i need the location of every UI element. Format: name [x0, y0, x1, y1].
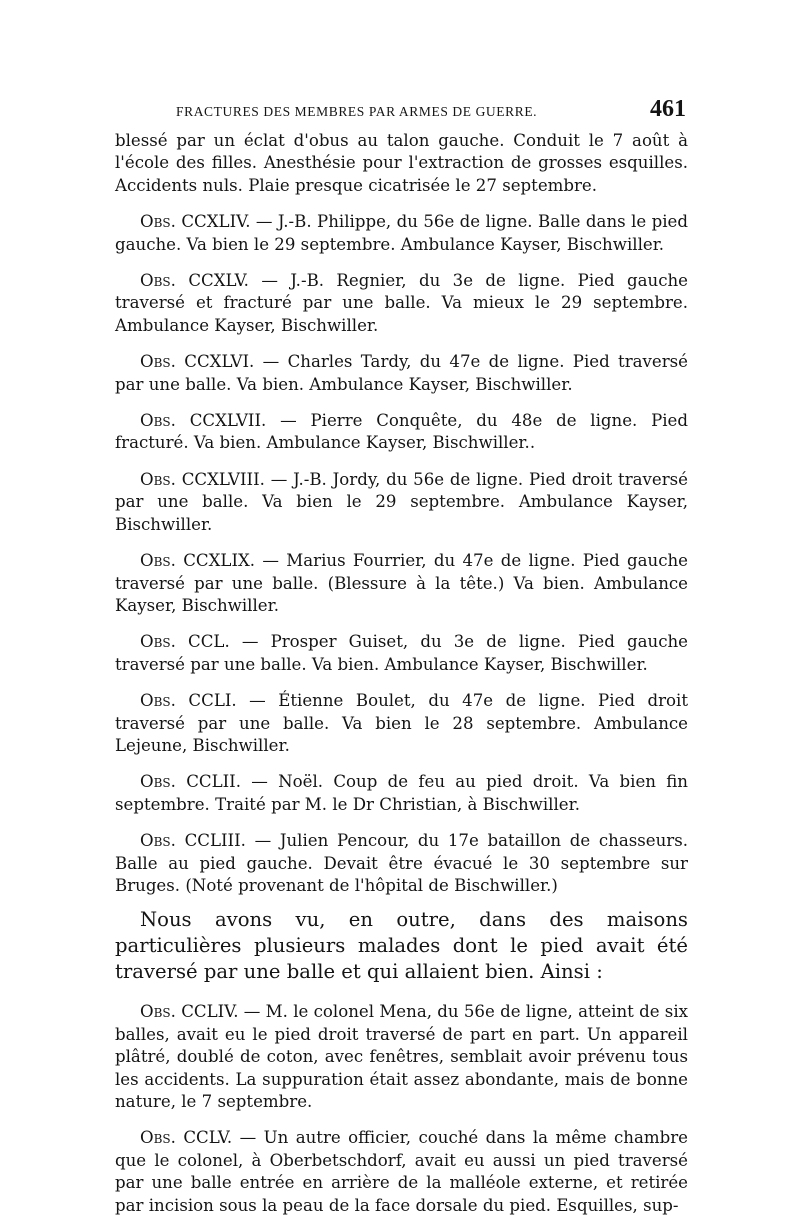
- observation-label: Obs. CCXLVII.: [140, 411, 267, 431]
- observation-text: — Un autre officier, couché dans la même chambre que le colonel, à Oberbetschdorf, avait eu aussi un pied traversé par une balle entrée en arrière de la malléole externe, et retirée par incision sous la peau de la face dorsale du pied. Esquilles, sup-: [115, 1128, 688, 1215]
- observation-label: Obs. CCL.: [140, 632, 230, 652]
- observation-paragraph: [115, 830, 688, 897]
- paragraph-text: blessé par un éclat d'obus au talon gauche. Conduit le 7 août à l'école des filles. Anesthésie pour l'extraction de grosses esquilles. Accidents nuls. Plaie presque cicatrisée le 27 septembre.: [115, 131, 688, 195]
- observation-label: Obs. CCXLVIII.: [140, 469, 265, 489]
- page-header: [160, 96, 686, 130]
- observation-paragraph: [115, 771, 688, 816]
- observation-paragraph: [115, 550, 688, 617]
- page-number: 461: [650, 96, 686, 122]
- observation-text: — J.-B. Philippe, du 56e de ligne. Balle dans le pied gauche. Va bien le 29 septembre. Ambulance Kayser, Bischwiller.: [115, 212, 688, 254]
- observation-paragraph: [115, 351, 688, 396]
- observation-label: Obs. CCLII.: [140, 772, 241, 792]
- observation-paragraph: [115, 211, 688, 256]
- observation-paragraph: [115, 270, 688, 337]
- observation-label: Obs. CCXLV.: [140, 271, 249, 291]
- observation-text: — J.-B. Jordy, du 56e de ligne. Pied droit traversé par une balle. Va bien le 29 septembre. Ambulance Kayser, Bischwiller.: [115, 469, 688, 534]
- observation-text: — M. le colonel Mena, du 56e de ligne, atteint de six balles, avait eu le pied droit traversé de part en part. Un appareil plâtré, doublé de coton, avec fenêtres, semblait avoir prévenu tous les accidents. La suppuration était assez abondante, mais de bonne nature, le 7 septembre.: [115, 1002, 688, 1111]
- observation-text: — Étienne Boulet, du 47e de ligne. Pied droit traversé par une balle. Va bien le 28 septembre. Ambulance Lejeune, Bischwiller.: [115, 691, 688, 755]
- observation-label: Obs. CCXLIV.: [140, 212, 251, 232]
- observation-paragraph: [115, 1001, 688, 1113]
- observation-label: Obs. CCLV.: [140, 1128, 233, 1148]
- observation-paragraph: [115, 631, 688, 676]
- observation-text: — Noël. Coup de feu au pied droit. Va bien fin septembre. Traité par M. le Dr Christian, à Bischwiller.: [115, 772, 688, 814]
- paragraph-continuation: [115, 130, 688, 197]
- observation-text: — Charles Tardy, du 47e de ligne. Pied traversé par une balle. Va bien. Ambulance Kayser, Bischwiller.: [115, 352, 688, 394]
- observation-text: — Pierre Conquête, du 48e de ligne. Pied fracturé. Va bien. Ambulance Kayser, Bischwiller..: [115, 411, 688, 453]
- observation-label: Obs. CCLIV.: [140, 1002, 239, 1022]
- observation-label: Obs. CCLI.: [140, 691, 237, 711]
- observation-text: — Prosper Guiset, du 3e de ligne. Pied gauche traversé par une balle. Va bien. Ambulance Kayser, Bischwiller.: [115, 632, 688, 674]
- observation-paragraph: [115, 690, 688, 757]
- observation-paragraph: [115, 1127, 688, 1217]
- observation-paragraph: [115, 469, 688, 536]
- observation-text: — Julien Pencour, du 17e bataillon de chasseurs. Balle au pied gauche. Devait être évacué le 30 septembre sur Bruges. (Noté provenant de l'hôpital de Bischwiller.): [115, 831, 689, 895]
- observation-label: Obs. CCXLVI.: [140, 352, 255, 372]
- paragraph-text: Nous avons vu, en outre, dans des maisons particulières plusieurs malades dont le pied avait été traversé par une balle et qui allaient bien. Ainsi :: [115, 908, 688, 984]
- running-title: FRACTURES DES MEMBRES PAR ARMES DE GUERRE.: [176, 104, 538, 119]
- observation-text: — J.-B. Regnier, du 3e de ligne. Pied gauche traversé et fracturé par une balle. Va mieux le 29 septembre. Ambulance Kayser, Bischwiller.: [115, 271, 688, 335]
- observation-label: Obs. CCXLIX.: [140, 551, 256, 571]
- page-body: [115, 130, 688, 1217]
- observation-text: — Marius Fourrier, du 47e de ligne. Pied gauche traversé par une balle. (Blessure à la tête.) Va bien. Ambulance Kayser, Bischwiller.: [115, 551, 688, 615]
- narrative-paragraph: [115, 907, 688, 985]
- observation-label: Obs. CCLIII.: [140, 831, 246, 851]
- observation-paragraph: [115, 410, 688, 455]
